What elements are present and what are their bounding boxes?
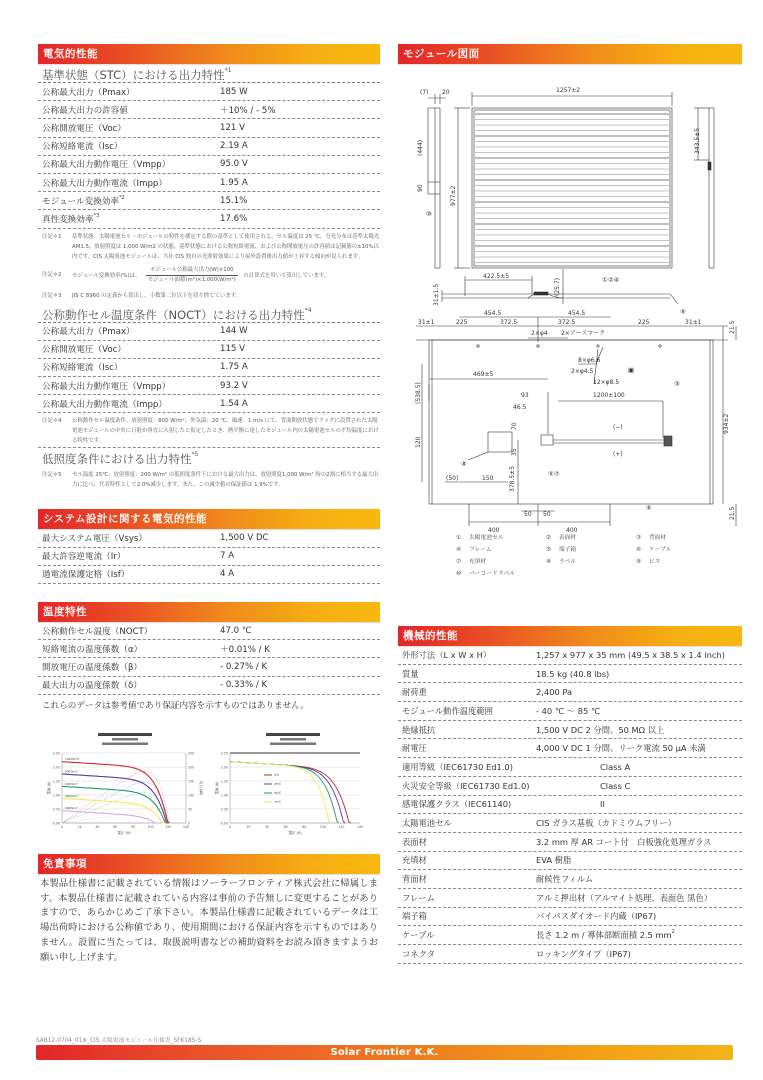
svg-text:25℃: 25℃ bbox=[274, 781, 282, 786]
module-drawing bbox=[398, 64, 742, 542]
mechanical-label: 適用等級（IEC61730 Ed1.0) bbox=[402, 761, 513, 772]
temperature-row bbox=[38, 658, 380, 676]
mechanical-row bbox=[398, 926, 742, 945]
svg-text:372.5: 372.5 bbox=[558, 319, 576, 326]
mechanical-row bbox=[398, 702, 742, 721]
legend-item: ⑦ 充填材 bbox=[456, 559, 487, 565]
efficiency-formula: $\frac{\text{モジュール公称最大出力(W)×100}}{\text{モジュール面積(m²)×1,000(W/m²)}}$ bbox=[147, 266, 236, 283]
note-5: 注記＊5 セル温度 25℃、放射照度：200 W/m² の低照度条件下における最大出力は、放射照度1,000 W/m² 時の2割に相当する最大出力に比べ、代表特性として2.0%減少します。また、この減少値の保証値は 1.9%です。 bbox=[42, 472, 379, 489]
stc-value: 121 V bbox=[220, 122, 246, 133]
legend-item: ⑨ ビス bbox=[636, 559, 661, 565]
svg-text:934±2: 934±2 bbox=[723, 413, 730, 434]
svg-text:1.50: 1.50 bbox=[220, 779, 228, 784]
svg-text:372.5: 372.5 bbox=[500, 319, 518, 326]
svg-text:343.5±5: 343.5±5 bbox=[694, 127, 701, 154]
svg-text:800W/m²: 800W/m² bbox=[65, 769, 78, 774]
noct-subheading: 公称動作セル温度条件（NOCT）における出力特性$^{*4}$ bbox=[38, 304, 380, 323]
mechanical-value: バイパスダイオード内蔵（IP67) bbox=[536, 911, 657, 922]
mechanical-value: Class A bbox=[600, 761, 631, 772]
svg-text:46.5: 46.5 bbox=[513, 404, 527, 411]
stc-label: 公称最大出力（Pmax） bbox=[42, 87, 135, 98]
stc-row bbox=[38, 174, 380, 192]
temperature-label: 最大出力の温度係数（δ） bbox=[42, 681, 142, 692]
mechanical-row bbox=[398, 908, 742, 927]
svg-text:600W/m²: 600W/m² bbox=[65, 781, 78, 786]
mechanical-label: フレーム bbox=[402, 892, 435, 903]
svg-text:電流 (A): 電流 (A) bbox=[215, 781, 219, 795]
mechanical-row bbox=[398, 814, 742, 833]
mechanical-value: 1,500 V DC 2 分間、50 MΩ 以上 bbox=[536, 724, 665, 735]
mechanical-value: EVA 樹脂 bbox=[536, 855, 572, 866]
temperature-section-header: 温度特性 bbox=[38, 602, 380, 622]
noct-value: 1.54 A bbox=[220, 398, 248, 409]
legend-item: ② 表面材 bbox=[546, 535, 577, 541]
svg-text:①②④: ①②④ bbox=[602, 276, 620, 284]
stc-row bbox=[38, 83, 380, 101]
svg-text:31±1.5: 31±1.5 bbox=[433, 283, 440, 306]
note-3: 注記＊3 JIS C 8960 の定義から算出し、小数第二位以下を切り捨てています。 bbox=[42, 292, 241, 299]
mechanical-label: ケーブル bbox=[402, 930, 435, 941]
svg-text:電流 (A): 電流 (A) bbox=[47, 781, 51, 795]
mechanical-value: 耐候性フィルム bbox=[536, 874, 594, 885]
svg-text:1.00: 1.00 bbox=[52, 793, 60, 798]
mechanical-row bbox=[398, 796, 742, 815]
stc-value: ＋10% / - 5% bbox=[220, 105, 276, 116]
mechanical-value: ロッキングタイプ（IP67) bbox=[536, 948, 631, 959]
svg-text:400: 400 bbox=[566, 527, 578, 534]
svg-text:469±5: 469±5 bbox=[473, 371, 494, 378]
svg-text:250: 250 bbox=[188, 751, 195, 756]
svg-text:93: 93 bbox=[521, 392, 529, 399]
system-value: 7 A bbox=[220, 551, 235, 562]
system-value: 4 A bbox=[220, 569, 235, 580]
temperature-table bbox=[38, 622, 380, 695]
mechanical-label: モジュール動作温度範囲 bbox=[402, 705, 493, 716]
svg-text:150: 150 bbox=[482, 475, 494, 482]
svg-text:電圧 (V): 電圧 (V) bbox=[117, 830, 131, 835]
svg-text:2.50: 2.50 bbox=[52, 751, 60, 756]
svg-text:140: 140 bbox=[182, 824, 190, 829]
mechanical-label: 太陽電池セル bbox=[402, 818, 452, 829]
svg-text:140: 140 bbox=[356, 824, 364, 829]
mechanical-row bbox=[398, 646, 742, 665]
svg-text:0.50: 0.50 bbox=[52, 807, 60, 812]
legend-item: ⑤ 端子箱 bbox=[546, 547, 577, 553]
svg-text:0.00: 0.00 bbox=[220, 821, 228, 826]
svg-text:③: ③ bbox=[674, 380, 680, 388]
svg-text:400: 400 bbox=[488, 527, 500, 534]
stc-subheading: 基準状態（STC）における出力特性$^{*1}$ bbox=[38, 64, 380, 83]
svg-text:1000W/m²: 1000W/m² bbox=[65, 756, 80, 761]
svg-text:378.5±5: 378.5±5 bbox=[509, 465, 516, 492]
noct-value: 1.75 A bbox=[220, 362, 248, 373]
mechanical-row bbox=[398, 889, 742, 908]
svg-text:(+): (+) bbox=[613, 451, 623, 458]
mechanical-label: 耐電圧 bbox=[402, 743, 427, 754]
svg-text:50: 50 bbox=[543, 511, 551, 518]
svg-text:⑧: ⑧ bbox=[461, 460, 467, 468]
svg-text:50: 50 bbox=[524, 511, 532, 518]
stc-label: 公称最大出力の許容値 bbox=[42, 105, 128, 116]
noct-label: 公称開放電圧（Voc） bbox=[42, 345, 126, 356]
stc-label: 公称開放電圧（Voc） bbox=[42, 123, 126, 134]
stc-row bbox=[38, 101, 380, 119]
mechanical-row bbox=[398, 870, 742, 889]
svg-text:31±1: 31±1 bbox=[685, 319, 702, 326]
disclaimer-section-header: 免責事項 bbox=[38, 854, 380, 874]
mechanical-label: 端子箱 bbox=[402, 911, 427, 922]
system-row bbox=[38, 529, 380, 547]
svg-text:80: 80 bbox=[130, 824, 135, 829]
svg-text:120: 120 bbox=[165, 824, 172, 829]
mechanical-label: 背面材 bbox=[402, 874, 427, 885]
svg-text:454.5: 454.5 bbox=[484, 310, 502, 317]
svg-text:70: 70 bbox=[511, 422, 518, 430]
svg-text:0.00: 0.00 bbox=[52, 821, 60, 826]
noct-row bbox=[38, 395, 380, 413]
svg-text:454.5: 454.5 bbox=[568, 310, 586, 317]
svg-text:50: 50 bbox=[188, 807, 193, 812]
svg-text:2×φ4.5: 2×φ4.5 bbox=[571, 368, 594, 375]
svg-text:60: 60 bbox=[113, 824, 118, 829]
svg-text:120: 120 bbox=[338, 824, 345, 829]
system-row bbox=[38, 566, 380, 584]
mechanical-row bbox=[398, 721, 742, 740]
temperature-row bbox=[38, 677, 380, 695]
svg-text:2×アースマーク: 2×アースマーク bbox=[561, 330, 606, 337]
svg-text:50℃: 50℃ bbox=[274, 790, 282, 795]
temperature-row bbox=[38, 622, 380, 640]
mechanical-value: II bbox=[600, 799, 605, 810]
legend-item: ① 太陽電池セル bbox=[456, 535, 504, 541]
svg-text:90: 90 bbox=[417, 184, 424, 192]
svg-text:⑤⑦: ⑤⑦ bbox=[548, 470, 560, 478]
stc-label: 真性変換効率$^{*3}$ bbox=[42, 212, 100, 225]
mechanical-label: 質量 bbox=[402, 668, 419, 679]
temperature-value: 47.0 ℃ bbox=[220, 625, 252, 636]
svg-text:0℃: 0℃ bbox=[274, 772, 280, 777]
stc-label: 公称最大出力動作電圧（Vmpp） bbox=[42, 160, 171, 171]
svg-text:(−): (−) bbox=[613, 424, 623, 431]
temperature-label: 開放電圧の温度係数（β） bbox=[42, 662, 143, 673]
noct-row bbox=[38, 359, 380, 377]
stc-row bbox=[38, 138, 380, 156]
svg-text:120: 120 bbox=[415, 436, 422, 448]
svg-text:100: 100 bbox=[188, 793, 195, 798]
svg-text:977±2: 977±2 bbox=[450, 185, 457, 206]
mechanical-label: 充填材 bbox=[402, 855, 427, 866]
mechanical-value: 2,400 Pa bbox=[536, 687, 573, 698]
temperature-value: - 0.33% / K bbox=[220, 680, 268, 691]
svg-text:60: 60 bbox=[283, 824, 288, 829]
mechanical-row bbox=[398, 665, 742, 684]
mechanical-value: CIS ガラス基板（カドミウムフリー） bbox=[536, 818, 676, 829]
mechanical-row bbox=[398, 945, 742, 964]
svg-text:1200±100: 1200±100 bbox=[593, 392, 625, 399]
mechanical-value: 4,000 V DC 1 分間、リーク電流 50 μA 未満 bbox=[536, 743, 706, 754]
svg-text:⑥: ⑥ bbox=[646, 504, 652, 512]
mechanical-label: コネクタ bbox=[402, 948, 436, 959]
svg-text:2.50: 2.50 bbox=[220, 751, 228, 756]
mechanical-row bbox=[398, 739, 742, 758]
svg-text:0.50: 0.50 bbox=[220, 807, 228, 812]
noct-table bbox=[38, 323, 380, 414]
electrical-section-header: 電気的性能 bbox=[38, 44, 380, 64]
svg-text:31±1: 31±1 bbox=[418, 319, 435, 326]
svg-text:0: 0 bbox=[188, 821, 191, 826]
svg-text:⑨: ⑨ bbox=[680, 308, 686, 316]
svg-text:35: 35 bbox=[511, 448, 518, 456]
stc-table bbox=[38, 83, 380, 229]
lowlight-subheading: 低照度条件における出力特性$^{*5}$ bbox=[42, 451, 199, 467]
temperature-iv-chart bbox=[214, 731, 372, 841]
svg-text:2.00: 2.00 bbox=[220, 765, 228, 770]
mechanical-value: 1,257 x 977 x 35 mm (49.5 x 38.5 x 1.4 inch) bbox=[536, 649, 725, 660]
mechanical-section-header: 機械的性能 bbox=[398, 626, 742, 646]
svg-text:0: 0 bbox=[228, 824, 232, 829]
temperature-label: 公称動作セル温度（NOCT） bbox=[42, 626, 153, 637]
stc-row bbox=[38, 192, 380, 210]
system-label: 最大許容逆電流（Ir） bbox=[42, 552, 126, 563]
svg-text:225: 225 bbox=[456, 319, 468, 326]
disclaimer-text: 本製品仕様書に記載されている情報はソーラーフロンティア株式会社に帰属します。本製品仕様書に記載されている内容は事前の予告無しに変更することがありますので、あらかじめご了承下さい。本製品仕様書に記載されているデータは工場出荷時における公称値であり、使用期間における保証内容を示すものではありません。設置に当たっては、取扱説明書などの補助資料をお読み頂きますようお願い申し上げます。 bbox=[40, 877, 378, 963]
mechanical-label: 外形寸法（L x W x H） bbox=[402, 649, 492, 660]
mechanical-label: 耐荷重 bbox=[402, 687, 427, 698]
svg-text:80: 80 bbox=[302, 824, 307, 829]
mechanical-value: アルミ押出材（アルマイト処理、表面色 黒色） bbox=[536, 892, 713, 903]
note-1: 注記＊1 基準状態：太陽電池セル・モジュールの特性を測定する際の基準として使用される。セル温度は 25 ℃、分光分布は基準太陽光 AM1.5、放射照度は 1,000 W/m2 の状態。基準状態における公称短絡電流、および公称開放電圧の許容値は記載値の±10%以内です。CIS 太陽電池モジュールは、当社 CIS 独自の光照射効果により屋外設置後出力値が上昇する傾向が見られます。 bbox=[42, 233, 380, 260]
stc-label: モジュール変換効率$^{*2}$ bbox=[42, 194, 125, 207]
note-2: 注記＊2 モジュール変換効率(%)は、 $\frac{\text{モジュール公称最大出力(W)×100}}{\text{モジュール面積(m²)×1,000(W/m²)}}$ の計算式を用いて算出しています。 bbox=[42, 266, 330, 283]
mechanical-label: 感電保護クラス（IEC61140) bbox=[402, 799, 512, 810]
stc-value: 95.0 V bbox=[220, 159, 248, 170]
svg-text:200: 200 bbox=[188, 765, 195, 770]
svg-text:電圧 (V): 電圧 (V) bbox=[288, 830, 302, 835]
svg-text:(444): (444) bbox=[417, 139, 424, 156]
svg-text:1257±2: 1257±2 bbox=[556, 87, 581, 94]
svg-text:225: 225 bbox=[638, 319, 650, 326]
document-code: SAB12-0704_01※_CIS 太陽電池モジュール仕様書_SFK185-S bbox=[36, 1038, 202, 1044]
noct-value: 144 W bbox=[220, 326, 248, 337]
svg-text:2.00: 2.00 bbox=[52, 765, 60, 770]
svg-text:1.00: 1.00 bbox=[220, 793, 228, 798]
mechanical-value: Class C bbox=[600, 780, 631, 791]
legend-item: ⑩ バーコードラベル bbox=[456, 571, 516, 577]
legend-item: ⑥ ケーブル bbox=[636, 547, 672, 553]
stc-value: 185 W bbox=[220, 86, 248, 97]
svg-text:200W/m²: 200W/m² bbox=[65, 805, 78, 810]
svg-text:8×φ6.6: 8×φ6.6 bbox=[578, 357, 601, 364]
mechanical-label: 火災安全等級（IEC61730 Ed1.0) bbox=[402, 780, 530, 791]
noct-value: 115 V bbox=[220, 344, 246, 355]
drawing-section-header: モジュール図面 bbox=[398, 44, 742, 64]
legend-item: ③ 背面材 bbox=[636, 535, 667, 541]
legend-item: ④ フレーム bbox=[456, 547, 492, 553]
stc-value: 1.95 A bbox=[220, 177, 248, 188]
stc-label: 公称短絡電流（Isc） bbox=[42, 142, 123, 153]
temperature-row bbox=[38, 640, 380, 658]
svg-text:150: 150 bbox=[188, 779, 195, 784]
mechanical-table bbox=[398, 646, 742, 964]
stc-row bbox=[38, 156, 380, 174]
irradiance-iv-chart bbox=[46, 731, 204, 841]
noct-label: 公称短絡電流（Isc） bbox=[42, 363, 123, 374]
mechanical-label: 絶縁抵抗 bbox=[402, 724, 436, 735]
stc-value: 17.6% bbox=[220, 213, 248, 224]
mechanical-row bbox=[398, 777, 742, 796]
svg-text:40: 40 bbox=[265, 824, 270, 829]
mechanical-label: 表面材 bbox=[402, 836, 427, 847]
svg-text:20: 20 bbox=[442, 89, 450, 96]
noct-row bbox=[38, 377, 380, 395]
mechanical-row bbox=[398, 683, 742, 702]
system-table bbox=[38, 529, 380, 584]
svg-text:100: 100 bbox=[147, 824, 154, 829]
svg-text:100: 100 bbox=[319, 824, 326, 829]
charts-row bbox=[38, 715, 380, 840]
mechanical-row bbox=[398, 833, 742, 852]
mechanical-value: - 40 ℃ ～ 85 ℃ bbox=[536, 705, 601, 716]
svg-text:20: 20 bbox=[77, 824, 82, 829]
svg-text:75℃: 75℃ bbox=[274, 799, 282, 804]
noct-row bbox=[38, 323, 380, 341]
right-column bbox=[398, 44, 742, 959]
left-column bbox=[38, 44, 380, 966]
system-label: 最大システム電圧（Vsys） bbox=[42, 534, 147, 545]
temperature-value: ＋0.01% / K bbox=[220, 644, 270, 655]
stc-value: 15.1% bbox=[220, 195, 248, 206]
svg-text:(538.5): (538.5) bbox=[415, 382, 422, 404]
noct-label: 公称最大出力動作電圧（Vmpp） bbox=[42, 381, 171, 392]
noct-label: 公称最大出力（Pmax） bbox=[42, 327, 135, 338]
mechanical-value: 18.5 kg (40.8 lbs) bbox=[536, 668, 610, 679]
temperature-note: これらのデータは参考値であり保証内容を示すものではありません。 bbox=[42, 700, 309, 711]
svg-text:40: 40 bbox=[95, 824, 100, 829]
stc-label: 公称最大出力動作電流（Impp） bbox=[42, 178, 167, 189]
system-section-header: システム設計に関する電気的性能 bbox=[38, 509, 380, 529]
svg-text:(25.7): (25.7) bbox=[554, 277, 561, 296]
system-row bbox=[38, 548, 380, 566]
svg-text:⑩: ⑩ bbox=[426, 210, 432, 218]
system-label: 過電流保護定格（Isf） bbox=[42, 570, 130, 581]
svg-text:21.5: 21.5 bbox=[729, 506, 736, 520]
svg-text:(7): (7) bbox=[420, 89, 429, 96]
noct-row bbox=[38, 341, 380, 359]
temperature-label: 短絡電流の温度係数（α） bbox=[42, 644, 143, 655]
svg-text:1.50: 1.50 bbox=[52, 779, 60, 784]
stc-value: 2.19 A bbox=[220, 141, 248, 152]
mechanical-value: 長さ 1.2 m / 導体部断面積 2.5 $mm^2$ bbox=[536, 929, 675, 941]
system-value: 1,500 V DC bbox=[220, 533, 269, 544]
note-4: 注記＊4 公称動作セル温度条件、放射照度：800 W/m²、外気温：20 ℃、風速：1 m/s にて、背面開放状態でラックに設置された太陽電池モジュールの中央に日射が垂直に入射したと仮定したとき、熱平衡に達したモジュール内の太陽電池セルの平均温度における特性です。 bbox=[38, 413, 380, 448]
svg-text:▣: ▣ bbox=[628, 366, 635, 374]
svg-text:12×φ8.5: 12×φ8.5 bbox=[593, 379, 620, 386]
stc-row bbox=[38, 119, 380, 137]
stc-row bbox=[38, 210, 380, 228]
svg-text:(50): (50) bbox=[446, 475, 459, 482]
svg-text:400W/m²: 400W/m² bbox=[65, 793, 78, 798]
temperature-value: - 0.27% / K bbox=[220, 661, 268, 672]
noct-label: 公称最大出力動作電流（Impp） bbox=[42, 399, 167, 410]
legend-item: ⑧ ラベル bbox=[546, 559, 577, 565]
company-footer-bar: Solar Frontier K.K. bbox=[36, 1045, 733, 1060]
noct-value: 93.2 V bbox=[220, 380, 248, 391]
svg-text:422.5±5: 422.5±5 bbox=[483, 273, 510, 280]
mechanical-value: 3.2 mm 厚 AR コート付 白板強化処理ガラス bbox=[536, 836, 712, 847]
svg-text:20: 20 bbox=[246, 824, 251, 829]
svg-text:21.5: 21.5 bbox=[729, 320, 736, 334]
mechanical-row bbox=[398, 758, 742, 777]
svg-text:出力 (W): 出力 (W) bbox=[199, 780, 203, 795]
svg-text:0: 0 bbox=[60, 824, 64, 829]
svg-text:2×φ4: 2×φ4 bbox=[531, 330, 548, 337]
mechanical-row bbox=[398, 852, 742, 871]
